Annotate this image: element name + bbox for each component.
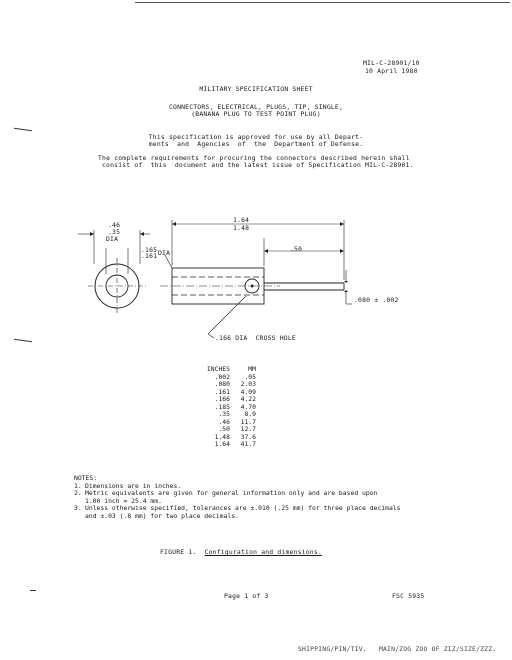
subject-line-1: CONNECTORS, ELECTRICAL, PLUGS, TIP, SINGLE, [168,103,344,111]
table-row: 1.48 37.6 [214,432,256,441]
dim-dia-label: DIA [106,235,119,243]
doc-number: MIL-C-28901/10 [363,59,420,67]
dim-bore-top: .165 [141,246,158,254]
dim-tip: .50 [290,245,303,253]
notes-section [74,475,401,520]
table-row: .166 4.22 [214,395,256,403]
dim-bore-bottom: .161 [141,252,158,260]
note-item: 1. Dimensions are in inches. [74,481,182,490]
notes-heading: NOTES: [74,474,98,482]
table-header-mm: MM [248,365,256,373]
bottom-stamp: SHIPPING/PIN/TIV. MAIN/ZOG ZOO OF ZIZ/SIZE/ZZZ. [298,645,497,653]
dim-dia-bottom: .35 [108,228,121,236]
dim-length-bottom: 1.48 [233,224,250,232]
subject-line-2: (BANANA PLUG TO TEST POINT PLUG) [191,110,321,118]
approval-line-1: This specification is approved for use by all Depart- [148,133,364,141]
figure-caption-text: Configuration and dimensions. [204,548,322,556]
requirements-line-1: The complete requirements for procuring the connectors described herein shall [98,154,410,162]
page-number: Page 1 of 3 [224,592,269,600]
fsc-code: FSC 5935 [392,592,425,600]
conversion-table [206,366,256,449]
dim-length-top: 1.64 [233,216,250,224]
table-row: .080 2.03 [214,380,256,388]
table-row: .35 8.9 [218,410,256,418]
note-item: 2. Metric equivalents are given for general information only and are based upon 1.00 inch = 25.4 mm. [74,489,378,505]
table-row: .185 4.70 [214,402,256,411]
figure-caption [160,549,322,557]
table-row: .50 12.7 [218,425,256,433]
requirements-line-2: consist of this document and the latest issue of Specification MIL-C-28901. [102,161,414,169]
note-item: 3. Unless otherwise specified, tolerances are ±.010 (.25 mm) for three place decimals and ±.03 (.8 mm) for two place decimals. [74,504,401,520]
table-row: .002 .05 [214,372,256,381]
table-header-inches: INCHES [206,365,230,373]
figure-label: FIGURE 1. [160,548,197,556]
dim-bore-label: DIA [158,249,171,257]
approval-line-2: ments and Agencies of the Department of Defense. [148,140,364,148]
doc-date: 10 April 1980 [365,67,418,75]
sheet-title: MILITARY SPECIFICATION SHEET [199,85,313,93]
dim-pin: .080 ± .002 [354,296,399,304]
table-row: .46 11.7 [218,417,256,426]
cross-hole-label: .166 DIA CROSS HOLE [215,334,296,342]
table-row: 1.64 41.7 [214,440,256,448]
table-row: .161 4.09 [214,387,256,396]
dim-dia-top: .46 [108,221,121,229]
